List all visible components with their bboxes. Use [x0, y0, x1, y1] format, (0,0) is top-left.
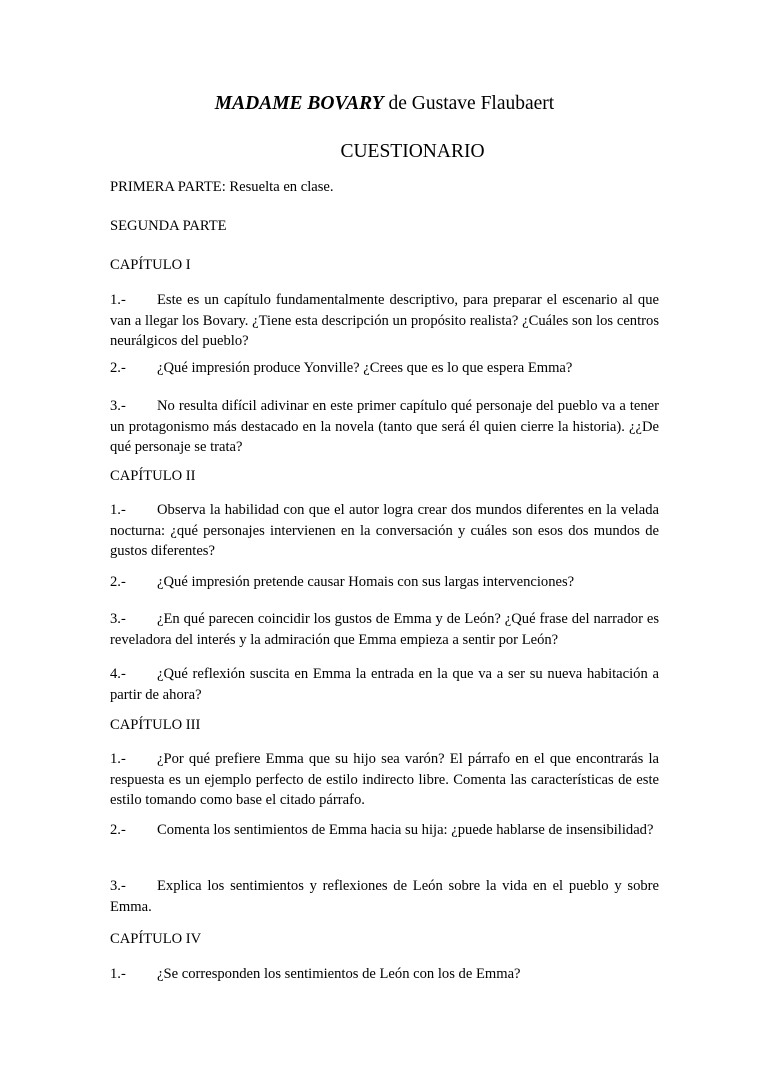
- question-text: Explica los sentimientos y reflexiones de León sobre la vida en el pueblo y sobre Emma.: [110, 878, 659, 915]
- question-text: ¿Por qué prefiere Emma que su hijo sea varón? El párrafo en el que encontrarás la respuesta es un ejemplo perfecto de estilo indirecto libre. Comenta las características de este estilo tomando como base el citado párrafo.: [110, 751, 659, 808]
- question-c4-q1: [110, 964, 659, 985]
- question-c2-q1: [110, 500, 659, 562]
- question-number: 2.-: [110, 574, 126, 590]
- question-text: ¿Qué impresión produce Yonville? ¿Crees que es lo que espera Emma?: [157, 360, 573, 376]
- question-number: 1.-: [110, 292, 126, 308]
- question-text: No resulta difícil adivinar en este primer capítulo qué personaje del pueblo va a tener un protagonismo más destacado en la novela (tanto que será él quien cierre la historia). ¿¿De qué personaje se trata?: [110, 398, 659, 455]
- question-c1-q1: [110, 290, 659, 352]
- question-text: Comenta los sentimientos de Emma hacia su hija: ¿puede hablarse de insensibilidad?: [157, 822, 654, 838]
- question-number: 1.-: [110, 502, 126, 518]
- chapter-2-heading: CAPÍTULO II: [110, 468, 196, 484]
- question-number: 3.-: [110, 878, 126, 894]
- question-text: Observa la habilidad con que el autor logra crear dos mundos diferentes en la velada nocturna: ¿qué personajes intervienen en la conversación y cuáles son esos dos mundos de gustos diferentes?: [110, 502, 659, 559]
- question-number: 3.-: [110, 398, 126, 414]
- question-text: ¿Se corresponden los sentimientos de León con los de Emma?: [157, 966, 521, 982]
- question-number: 2.-: [110, 360, 126, 376]
- chapter-4-heading: CAPÍTULO IV: [110, 931, 202, 947]
- question-c2-q3: [110, 609, 659, 650]
- part-two-heading: SEGUNDA PARTE: [110, 218, 227, 234]
- question-text: ¿En qué parecen coincidir los gustos de Emma y de León? ¿Qué frase del narrador es reveladora del interés y la admiración que Emma empieza a sentir por León?: [110, 611, 659, 648]
- question-c2-q2: [110, 572, 659, 593]
- question-number: 1.-: [110, 966, 126, 982]
- chapter-1-heading: CAPÍTULO I: [110, 257, 191, 273]
- question-number: 3.-: [110, 611, 126, 627]
- question-text: Este es un capítulo fundamentalmente descriptivo, para preparar el escenario al que van a llegar los Bovary. ¿Tiene esta descripción un propósito realista? ¿Cuáles son los centros neurálgicos del pueblo?: [110, 292, 659, 349]
- part-one-line: PRIMERA PARTE: Resuelta en clase.: [110, 179, 334, 195]
- question-number: 2.-: [110, 822, 126, 838]
- author-line: de Gustave Flaubaert: [383, 93, 555, 114]
- document-title: [110, 92, 659, 116]
- question-text: ¿Qué reflexión suscita en Emma la entrada en la que va a ser su nueva habitación a partir de ahora?: [110, 666, 659, 703]
- book-title: MADAME BOVARY: [214, 93, 384, 114]
- question-number: 1.-: [110, 751, 126, 767]
- question-c1-q3: [110, 396, 659, 458]
- question-c3-q2: [110, 820, 659, 841]
- question-c3-q1: [110, 749, 659, 811]
- chapter-3-heading: CAPÍTULO III: [110, 717, 201, 733]
- question-c3-q3: [110, 876, 659, 917]
- question-number: 4.-: [110, 666, 126, 682]
- question-text: ¿Qué impresión pretende causar Homais con sus largas intervenciones?: [157, 574, 575, 590]
- question-c1-q2: [110, 358, 659, 379]
- question-c2-q4: [110, 664, 659, 705]
- questionnaire-heading: CUESTIONARIO: [340, 141, 485, 162]
